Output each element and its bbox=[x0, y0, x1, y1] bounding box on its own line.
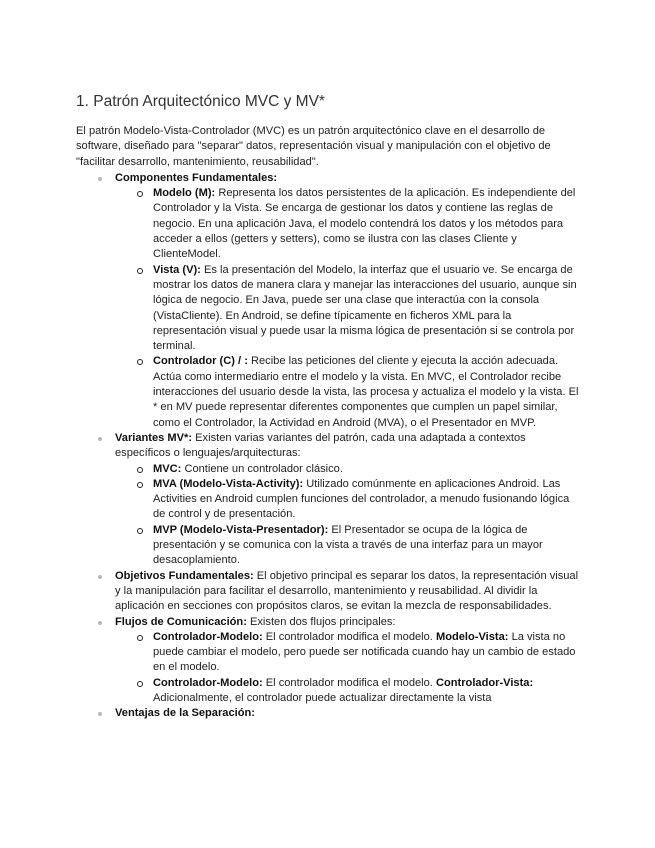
sub-list-item bbox=[115, 263, 581, 355]
list-item bbox=[76, 171, 581, 431]
page-title: 1. Patrón Arquitectónico MVC y MV* bbox=[76, 93, 325, 110]
section-label: Objetivos Fundamentales: bbox=[115, 569, 254, 582]
item-text: Utilizado comúnmente en aplicaciones Android. Las Activities en Android cumplen funciones del controlador, a menudo fusionando lógica de control y de presentación. bbox=[153, 477, 570, 521]
section-label: Flujos de Comunicación: bbox=[115, 615, 247, 628]
sub-list-item bbox=[115, 354, 581, 430]
sub-list-item bbox=[115, 676, 581, 707]
item-text: El controlador modifica el modelo. bbox=[262, 630, 436, 643]
sub-list-item bbox=[115, 462, 581, 477]
sub-list-item bbox=[115, 523, 581, 569]
section-label: Ventajas de la Separación: bbox=[115, 707, 255, 720]
item-text: El Presentador se ocupa de la lógica de presentación y se comunica con la vista a través de una interfaz para un mayor desacoplamiento. bbox=[153, 523, 543, 567]
section-label: Variantes MV*: bbox=[115, 431, 193, 444]
section-label: Componentes Fundamentales: bbox=[115, 171, 278, 184]
item-text: Representa los datos persistentes de la aplicación. Es independiente del Controlador y la Vista. Se encarga de gestionar los datos y contiene las reglas de negocio. En una aplicación Java, el modelo contendrá los datos y los métodos para acceder a ellos (getters y setters), como se ilustra con las clases Cliente y ClienteModel. bbox=[153, 187, 576, 261]
item-text-secondary: Adicionalmente, el controlador puede actualizar directamente la vista bbox=[153, 691, 492, 704]
item-label: Vista (V): bbox=[153, 263, 201, 276]
item-text: Recibe las peticiones del cliente y ejecuta la acción adecuada. Actúa como intermediario entre el modelo y la vista. En MVC, el Controlador recibe interacciones del usuario desde la vista, las procesa y actualiza el modelo y la vista. El * en MV puede representar diferentes componentes que cumplen un papel similar, como el Controlador, la Actividad en Android (MVA), o el Presentador en MVP. bbox=[153, 355, 579, 429]
list-item bbox=[76, 615, 581, 707]
item-text: Contiene un controlador clásico. bbox=[181, 462, 343, 475]
section-text: Existen dos flujos principales: bbox=[246, 615, 396, 628]
item-label: Controlador-Modelo: bbox=[153, 676, 263, 689]
sub-list-item bbox=[115, 630, 581, 676]
sub-list bbox=[115, 186, 581, 431]
item-text: El controlador modifica el modelo. bbox=[262, 676, 436, 689]
item-label: MVC: bbox=[153, 462, 182, 475]
intro-paragraph: El patrón Modelo-Vista-Controlador (MVC) es un patrón arquitectónico clave en el desarrollo de software, diseñado para "separar" datos, representación visual y manipulación con el objetivo de "facilitar desarrollo, mantenimiento, reusabilidad". bbox=[76, 125, 551, 168]
document-body bbox=[76, 92, 581, 722]
sub-list bbox=[115, 630, 581, 706]
section-text: Existen varias variantes del patrón, cada una adaptada a contextos específicos o lenguajes/arquitecturas: bbox=[115, 431, 526, 460]
sub-list bbox=[115, 462, 581, 569]
item-label: Modelo (M): bbox=[153, 187, 216, 200]
sub-list-item bbox=[115, 186, 581, 262]
list-item bbox=[76, 569, 581, 615]
section-text: El objetivo principal es separar los datos, la representación visual y la manipulación para facilitar el desarrollo, mantenimiento y reusabilidad. Al dividir la aplicación en secciones con propósitos claros, se evitan la mezcla de responsabilidades. bbox=[115, 569, 579, 613]
item-text: Es la presentación del Modelo, la interfaz que el usuario ve. Se encarga de mostrar los datos de manera clara y manejar las interacciones del usuario, aunque sin lógica de negocio. En Java, puede ser una clase que interactúa con la consola (VistaCliente). En Android, se define típicamente en ficheros XML para la representación visual y puede usar la misma lógica de presentación si se controla por terminal. bbox=[153, 263, 577, 353]
item-label-secondary: Controlador-Vista: bbox=[435, 676, 534, 689]
section-list bbox=[76, 171, 581, 722]
item-label: Controlador (C) / : bbox=[153, 355, 248, 368]
item-text-secondary: La vista no puede cambiar el modelo, pero puede ser notificada cuando hay un cambio de estado en el modelo. bbox=[153, 630, 576, 674]
item-label: MVP (Modelo-Vista-Presentador): bbox=[153, 523, 329, 536]
item-label: Controlador-Modelo: bbox=[153, 630, 263, 643]
item-label: MVA (Modelo-Vista-Activity): bbox=[153, 477, 304, 490]
item-label-secondary: Modelo-Vista: bbox=[435, 630, 509, 643]
sub-list-item bbox=[115, 477, 581, 523]
list-item bbox=[76, 706, 581, 721]
list-item bbox=[76, 431, 581, 569]
